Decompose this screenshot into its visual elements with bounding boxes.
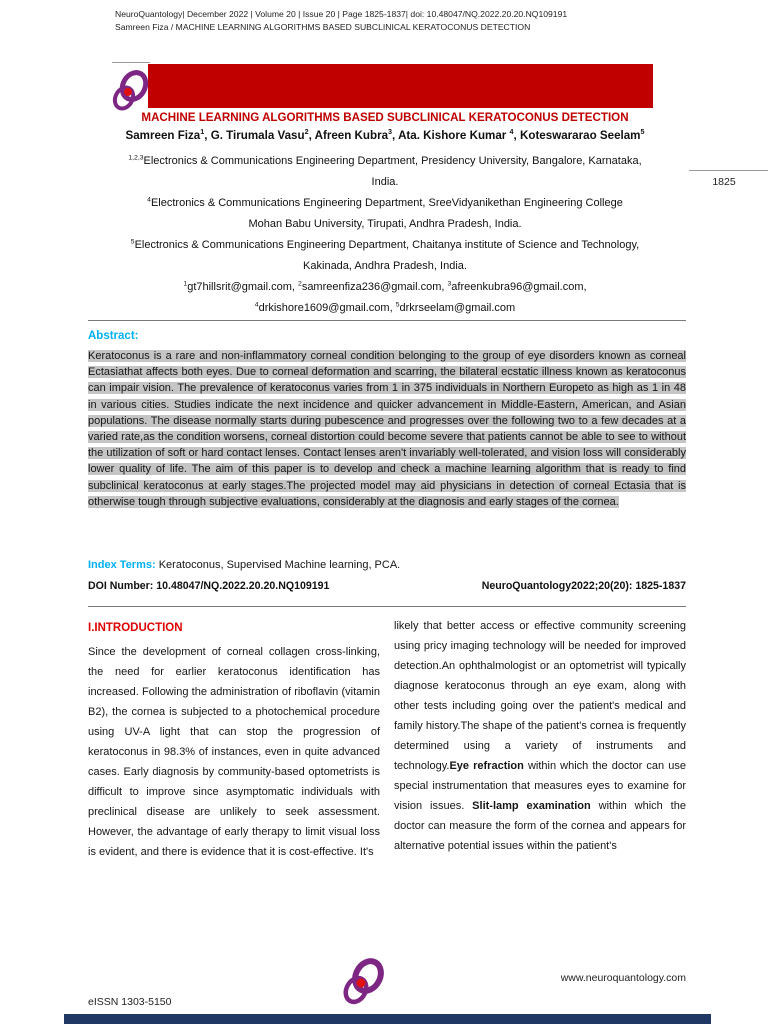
introduction-left-text: Since the development of corneal collagen cross-linking, the need for earlier keratoconus identification has increased. Following the administration of riboflavin (vitamin B2), the cornea is subjected to a photochemical procedure using UV-A light that can stop the progression of keratoconus in 98.3% of instances, even in quite advanced cases. Early diagnosis by community-based optometrists is difficult to improve since asymptomatic individuals with preclinical disease are unlikely to seek assessment. However, the advantage of early therapy to limit visual loss is evident, and there is evidence that it is cost-effective. It's <box>88 646 380 858</box>
red-banner <box>148 64 653 108</box>
page-number: 1825 <box>712 176 736 188</box>
doi-row <box>88 580 686 592</box>
footer-website: www.neuroquantology.com <box>560 972 686 984</box>
margin-rule <box>689 170 768 171</box>
page-title: MACHINE LEARNING ALGORITHMS BASED SUBCLINICAL KERATOCONUS DETECTION <box>141 111 629 124</box>
neuroquantology-logo-icon <box>111 68 149 116</box>
journal-logo-footer <box>342 956 384 1015</box>
masthead-running-head: Samreen Fiza / MACHINE LEARNING ALGORITHMS BASED SUBCLINICAL KERATOCONUS DETECTION <box>115 22 531 32</box>
abstract-highlighted-text: Keratoconus is a rare and non-inflammatory corneal condition belonging to the group of eye disorders known as corneal Ectasiathat affects both eyes. Due to corneal deformation and scarring, the bilateral ecstatic illness known as keratoconus can impair vision. The prevalence of keratoconus varies from 1 in 375 individuals in Northern Europeto as high as 1 in 48 in various cities. Studies indicate the next incidence and quicker advancement in Middle-Eastern, American, and Asian populations. The disease normally starts during pubescence and progresses over the following two to a few decades at a varied rate,as the condition worsens, corneal distortion could become severe that patients cannot be able to see to without the utilization of soft or hard contact lenses. Contact lenses aren't invariably well-tolerated, and vision loss will considerably lower quality of life. The aim of this paper is to develop and check a machine learning algorithm that is ready to find subclinical keratoconus at early stages.The projected model may aid physicians in detection of corneal Ectasia that is otherwise tough through subjective evaluations, considerably at the diagnosis and early stages of the cornea. <box>88 350 686 508</box>
bottom-navy-bar <box>64 1014 711 1024</box>
right-column <box>394 616 686 862</box>
masthead <box>115 8 715 34</box>
header-tick-line <box>112 62 150 63</box>
index-terms-value: Keratoconus, Supervised Machine learning, PCA. <box>155 559 401 571</box>
left-column <box>88 616 380 862</box>
introduction-heading: I.INTRODUCTION <box>88 622 183 634</box>
body-columns <box>88 616 686 862</box>
affiliation-lines: $^{1,2,3}$Electronics & Communications Engineering Department, Presidency University, Bangalore, Karnataka, India. $^4$Electronics & Communications Engineering Department, SreeVidyanikethan Engineering College Mohan Babu University, Tirupati, Andhra Pradesh, India. $^5$Electronics & Communications Engineering Department, Chaitanya institute of Science and Technology, Kakinada, Andhra Pradesh, India. <box>128 154 642 272</box>
abstract-paragraph <box>88 348 686 510</box>
email-lines: $^1$gt7hillsrit@gmail.com, $^2$samreenfiza236@gmail.com, $^3$afreenkubra96@gmail.com, $^4$drkishore1609@gmail.com, $^5$drkrseelam@gmail.com <box>183 280 587 314</box>
authors-line: Samreen Fiza$^1$, G. Tirumala Vasu$^2$, Afreen Kubra$^3$, Ata. Kishore Kumar $^4$, Koteswararao Seelam$^5$ <box>125 127 645 142</box>
masthead-journal-line: NeuroQuantology| December 2022 | Volume 20 | Issue 20 | Page 1825-1837| doi: 10.48047/NQ.2022.20.20.NQ109191 <box>115 9 568 19</box>
doi-number: DOI Number: 10.48047/NQ.2022.20.20.NQ109191 <box>88 580 330 592</box>
footer-issn: eISSN 1303-5150 <box>88 996 172 1008</box>
affiliations-block <box>85 151 685 319</box>
index-terms-line <box>88 559 686 571</box>
divider-above-abstract <box>88 320 686 321</box>
citation-ref: NeuroQuantology2022;20(20): 1825-1837 <box>481 580 686 592</box>
neuroquantology-logo-icon <box>342 956 384 1010</box>
divider-above-body <box>88 606 686 607</box>
introduction-right-text: likely that better access or effective community screening using pricy imaging technology will be needed for improved detection.An ophthalmologist or an optometrist will typically diagnose keratoconus through an eye exam, along with other tests including going over the patient's medical and family history.The shape of the patient's cornea is frequently determined using a variety of instruments and technology.Eye refraction within which the doctor can use special instrumentation that measures eyes to examine for vision issues. Slit-lamp examination within which the doctor can measure the form of the cornea and appears for alternative potential issues within the patient's <box>394 620 686 852</box>
index-terms-label: Index Terms: <box>88 559 156 571</box>
abstract-label: Abstract: <box>88 330 139 342</box>
